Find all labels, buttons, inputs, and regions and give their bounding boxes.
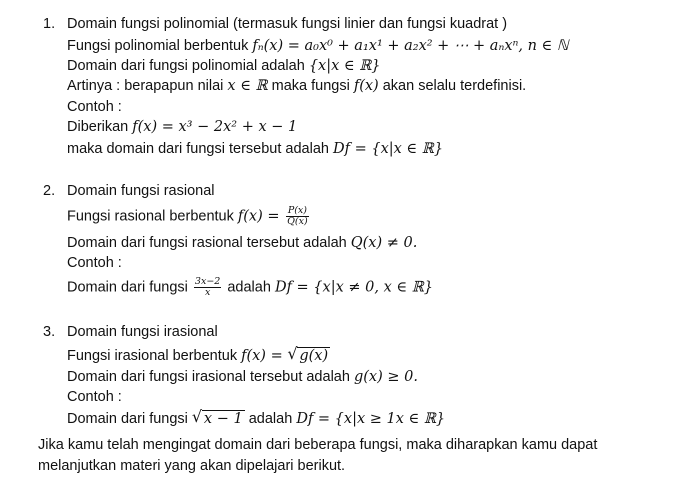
- math: f(x): [353, 78, 379, 94]
- section-3-line-4: [67, 409, 445, 429]
- denominator: x: [204, 287, 211, 298]
- section-1-number: 1.: [43, 16, 56, 32]
- math: x ∈ ℝ: [227, 78, 268, 94]
- section-2-line-1: [67, 206, 311, 227]
- section-3-line-1: [67, 346, 330, 366]
- text: Fungsi irasional berbentuk: [67, 348, 242, 364]
- polynomial-formula: fₙ(x) = a₀x⁰ + a₁x¹ + a₂x² + ⋯ + aₙxⁿ, n ∈ ℕ: [252, 38, 569, 54]
- sqrt-expression: [287, 346, 330, 366]
- radicand: g(x): [299, 348, 329, 364]
- section-3-example-label: Contoh :: [67, 389, 122, 405]
- text: maka fungsi: [267, 78, 354, 94]
- text: Domain dari fungsi rasional tersebut adalah: [67, 235, 351, 251]
- math: f(x) =: [237, 208, 285, 225]
- section-2-line-2: [67, 233, 417, 253]
- section-1-line-5: [67, 117, 297, 137]
- text: Fungsi rasional berbentuk: [67, 208, 238, 225]
- text: akan selalu terdefinisi.: [378, 78, 527, 94]
- section-1-title: Domain fungsi polinomial (termasuk fungsi linier dan fungsi kuadrat ): [67, 16, 508, 32]
- text: Domain dari fungsi polinomial adalah: [67, 58, 309, 74]
- section-2-line-4: [67, 277, 433, 298]
- section-1-line-3: [67, 76, 526, 96]
- text: Artinya : berapapun nilai: [67, 78, 228, 94]
- text: adalah: [223, 279, 275, 296]
- section-2-title: Domain fungsi rasional: [67, 183, 215, 199]
- text: adalah: [244, 411, 297, 427]
- function-example: f(x) = x³ − 2x² + x − 1: [132, 119, 298, 135]
- section-3-line-2: [67, 367, 418, 387]
- radical-sign: √: [191, 407, 203, 426]
- rational-fraction: [286, 206, 309, 227]
- text: maka domain dari fungsi tersebut adalah: [67, 141, 333, 157]
- numerator: P(x): [287, 205, 307, 216]
- text: Domain dari fungsi: [67, 279, 192, 296]
- numerator: 3x−2: [194, 276, 221, 287]
- section-3-number: 3.: [43, 324, 56, 340]
- text: Domain dari fungsi irasional tersebut adalah: [67, 369, 354, 385]
- closing-line-2: melanjutkan materi yang akan dipelajari berikut.: [38, 458, 346, 474]
- section-1-line-2: [67, 56, 381, 76]
- section-2-example-label: Contoh :: [67, 255, 122, 271]
- sqrt-expression: [192, 409, 245, 429]
- section-2-number: 2.: [43, 183, 56, 199]
- section-1-line-1: [67, 36, 569, 56]
- section-3-title: Domain fungsi irasional: [67, 324, 218, 340]
- text: Fungsi polinomial berbentuk: [67, 38, 253, 54]
- example-fraction: [194, 277, 221, 298]
- domain-result: Df = {x|x ≠ 0, x ∈ ℝ}: [274, 279, 433, 296]
- domain-condition: g(x) ≥ 0.: [353, 369, 418, 385]
- text: Domain dari fungsi: [67, 411, 192, 427]
- math: f(x) =: [241, 348, 288, 364]
- denominator: Q(x): [287, 216, 308, 227]
- section-1-example-label: Contoh :: [67, 99, 122, 115]
- radical-sign: √: [287, 344, 298, 363]
- text: Diberikan: [67, 119, 133, 135]
- domain-result: Df = {x|x ≥ 1x ∈ ℝ}: [296, 411, 446, 427]
- domain-result: Df = {x|x ∈ ℝ}: [333, 141, 444, 157]
- section-1-line-6: [67, 139, 443, 159]
- closing-line-1: Jika kamu telah mengingat domain dari beberapa fungsi, maka diharapkan kamu dapat: [38, 437, 598, 453]
- domain-set: {x|x ∈ ℝ}: [308, 58, 381, 74]
- domain-condition: Q(x) ≠ 0.: [350, 235, 418, 251]
- radicand: x − 1: [203, 411, 243, 427]
